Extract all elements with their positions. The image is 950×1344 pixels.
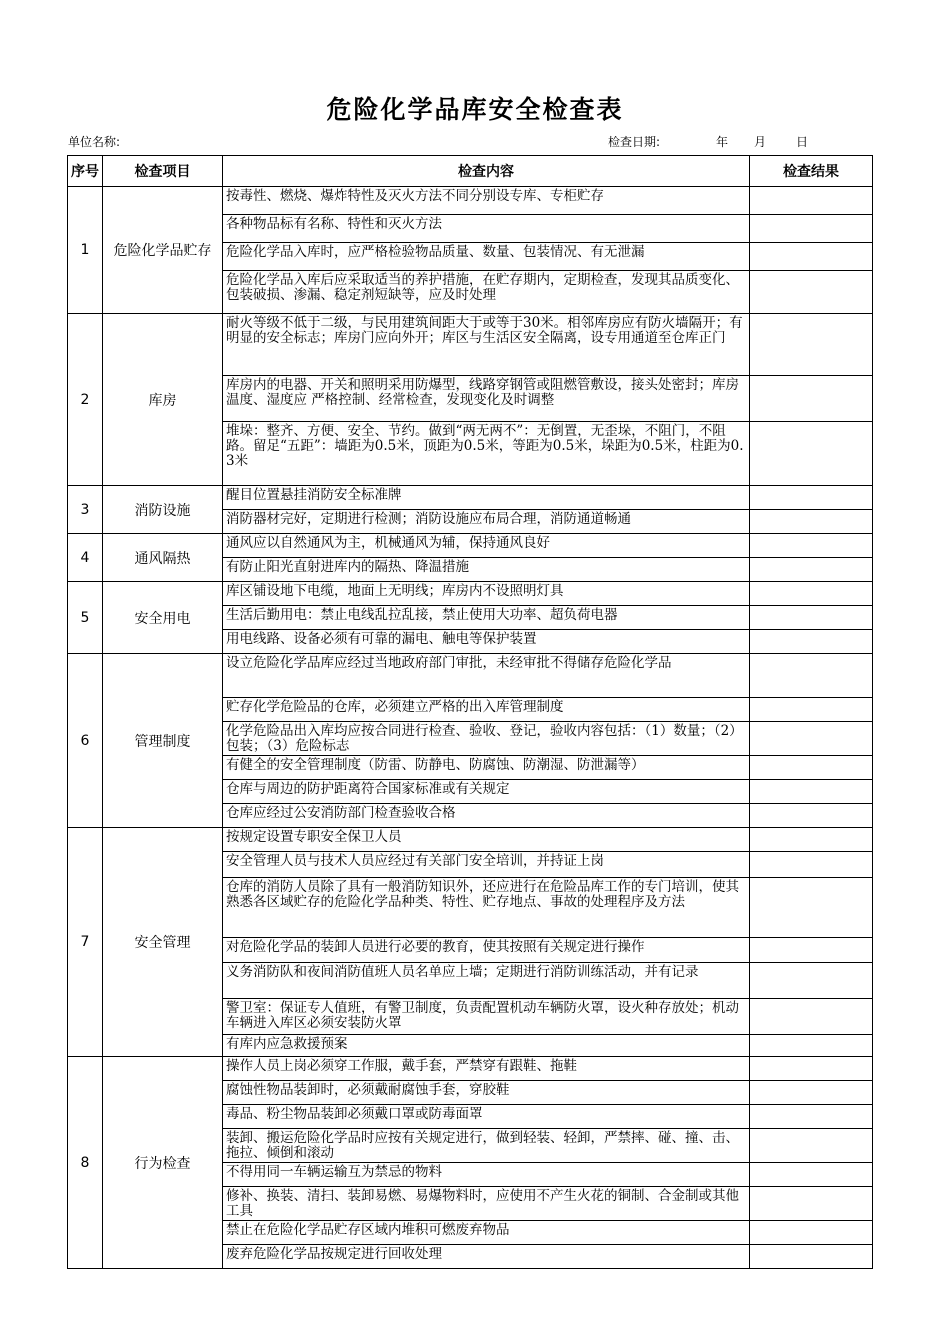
section-item: 行为检查 bbox=[103, 1057, 223, 1269]
section-item: 安全管理 bbox=[103, 828, 223, 1057]
check-result-cell[interactable] bbox=[750, 510, 873, 534]
table-row bbox=[68, 486, 873, 510]
table-row bbox=[68, 828, 873, 852]
section-item: 通风隔热 bbox=[103, 534, 223, 582]
check-content: 消防器材完好，定期进行检测；消防设施应布局合理，消防通道畅通 bbox=[223, 510, 750, 534]
section-number: 2 bbox=[68, 314, 103, 486]
check-content: 修补、换装、清扫、装卸易燃、易爆物料时，应使用不产生火花的铜制、合金制或其他工具 bbox=[223, 1187, 750, 1221]
inspection-table bbox=[67, 155, 873, 1269]
check-result-cell[interactable] bbox=[750, 654, 873, 698]
check-content: 库区铺设地下电缆，地面上无明线；库房内不设照明灯具 bbox=[223, 582, 750, 606]
check-content: 库房内的电器、开关和照明采用防爆型，线路穿钢管或阻燃管敷设，接头处密封；库房温度、湿度应 严格控制、经常检查，发现变化及时调整 bbox=[223, 376, 750, 422]
check-result-cell[interactable] bbox=[750, 1187, 873, 1221]
check-result-cell[interactable] bbox=[750, 999, 873, 1035]
check-result-cell[interactable] bbox=[750, 486, 873, 510]
section-number: 6 bbox=[68, 654, 103, 828]
check-content: 各种物品标有名称、特性和灭火方法 bbox=[223, 215, 750, 243]
check-result-cell[interactable] bbox=[750, 1163, 873, 1187]
table-row bbox=[68, 534, 873, 558]
check-result-cell[interactable] bbox=[750, 938, 873, 963]
column-header-result: 检查结果 bbox=[750, 156, 873, 187]
check-result-cell[interactable] bbox=[750, 1035, 873, 1057]
check-content: 不得用同一车辆运输互为禁忌的物料 bbox=[223, 1163, 750, 1187]
column-header-content: 检查内容 bbox=[223, 156, 750, 187]
check-result-cell[interactable] bbox=[750, 963, 873, 999]
section-number: 8 bbox=[68, 1057, 103, 1269]
table-row bbox=[68, 314, 873, 376]
section-number: 3 bbox=[68, 486, 103, 534]
check-result-cell[interactable] bbox=[750, 215, 873, 243]
check-content: 生活后勤用电：禁止电线乱拉乱接，禁止使用大功率、超负荷电器 bbox=[223, 606, 750, 630]
check-content: 禁止在危险化学品贮存区域内堆积可燃废弃物品 bbox=[223, 1221, 750, 1245]
check-content: 对危险化学品的装卸人员进行必要的教育，使其按照有关规定进行操作 bbox=[223, 938, 750, 963]
section-number: 7 bbox=[68, 828, 103, 1057]
check-content: 按规定设置专职安全保卫人员 bbox=[223, 828, 750, 852]
check-content: 有防止阳光直射进库内的隔热、降温措施 bbox=[223, 558, 750, 582]
check-content: 通风应以自然通风为主，机械通风为辅，保持通风良好 bbox=[223, 534, 750, 558]
check-result-cell[interactable] bbox=[750, 422, 873, 486]
check-content: 腐蚀性物品装卸时，必须戴耐腐蚀手套，穿胶鞋 bbox=[223, 1081, 750, 1105]
day-label: 日 bbox=[796, 135, 809, 149]
date-label: 检查日期: bbox=[608, 135, 661, 149]
check-content: 化学危险品出入库均应按合同进行检查、验收、登记，验收内容包括：（1）数量；（2）包装；（3）危险标志 bbox=[223, 722, 750, 756]
check-content: 有健全的安全管理制度（防雷、防静电、防腐蚀、防潮湿、防泄漏等） bbox=[223, 756, 750, 780]
check-content: 安全管理人员与技术人员应经过有关部门安全培训，并持证上岗 bbox=[223, 852, 750, 878]
check-result-cell[interactable] bbox=[750, 534, 873, 558]
section-item: 库房 bbox=[103, 314, 223, 486]
check-result-cell[interactable] bbox=[750, 1221, 873, 1245]
check-result-cell[interactable] bbox=[750, 698, 873, 722]
check-result-cell[interactable] bbox=[750, 756, 873, 780]
column-header-item: 检查项目 bbox=[103, 156, 223, 187]
check-result-cell[interactable] bbox=[750, 1129, 873, 1163]
check-date bbox=[608, 133, 808, 150]
check-content: 毒品、粉尘物品装卸必须戴口罩或防毒面罩 bbox=[223, 1105, 750, 1129]
check-content: 义务消防队和夜间消防值班人员名单应上墙；定期进行消防训练活动，并有记录 bbox=[223, 963, 750, 999]
section-number: 5 bbox=[68, 582, 103, 654]
check-content: 有库内应急救援预案 bbox=[223, 1035, 750, 1057]
section-item: 安全用电 bbox=[103, 582, 223, 654]
check-content: 用电线路、设备必须有可靠的漏电、触电等保护装置 bbox=[223, 630, 750, 654]
check-content: 操作人员上岗必须穿工作服，戴手套，严禁穿有跟鞋、拖鞋 bbox=[223, 1057, 750, 1081]
check-result-cell[interactable] bbox=[750, 606, 873, 630]
check-content: 仓库应经过公安消防部门检查验收合格 bbox=[223, 804, 750, 828]
section-item: 危险化学品贮存 bbox=[103, 187, 223, 314]
check-content: 废弃危险化学品按规定进行回收处理 bbox=[223, 1245, 750, 1269]
check-result-cell[interactable] bbox=[750, 558, 873, 582]
check-content: 堆垛：整齐、方便、安全、节约。做到“两无两不”：无倒置，无歪垛，不阻门，不阻路。留足“五距”：墙距为0.5米，顶距为0.5米，等距为0.5米，垛距为0.5米，柱距为0.3米 bbox=[223, 422, 750, 486]
check-result-cell[interactable] bbox=[750, 722, 873, 756]
section-number: 1 bbox=[68, 187, 103, 314]
check-content: 醒目位置悬挂消防安全标准牌 bbox=[223, 486, 750, 510]
check-content: 按毒性、燃烧、爆炸特性及灭火方法不同分别设专库、专柜贮存 bbox=[223, 187, 750, 215]
check-content: 仓库与周边的防护距离符合国家标准或有关规定 bbox=[223, 780, 750, 804]
check-result-cell[interactable] bbox=[750, 1245, 873, 1269]
check-result-cell[interactable] bbox=[750, 828, 873, 852]
check-result-cell[interactable] bbox=[750, 582, 873, 606]
section-item: 消防设施 bbox=[103, 486, 223, 534]
check-content: 贮存化学危险品的仓库，必须建立严格的出入库管理制度 bbox=[223, 698, 750, 722]
section-item: 管理制度 bbox=[103, 654, 223, 828]
check-result-cell[interactable] bbox=[750, 243, 873, 271]
table-row bbox=[68, 1057, 873, 1081]
check-result-cell[interactable] bbox=[750, 271, 873, 314]
month-label: 月 bbox=[754, 135, 767, 149]
table-row bbox=[68, 187, 873, 215]
check-result-cell[interactable] bbox=[750, 376, 873, 422]
column-header-no: 序号 bbox=[68, 156, 103, 187]
check-result-cell[interactable] bbox=[750, 314, 873, 376]
check-result-cell[interactable] bbox=[750, 1105, 873, 1129]
check-result-cell[interactable] bbox=[750, 780, 873, 804]
year-label: 年 bbox=[716, 135, 729, 149]
check-content: 装卸、搬运危险化学品时应按有关规定进行，做到轻装、轻卸，严禁摔、碰、撞、击、拖拉、倾倒和滚动 bbox=[223, 1129, 750, 1163]
check-result-cell[interactable] bbox=[750, 187, 873, 215]
check-result-cell[interactable] bbox=[750, 804, 873, 828]
check-content: 设立危险化学品库应经过当地政府部门审批，未经审批不得储存危险化学品 bbox=[223, 654, 750, 698]
section-number: 4 bbox=[68, 534, 103, 582]
check-content: 危险化学品入库时，应严格检验物品质量、数量、包装情况、有无泄漏 bbox=[223, 243, 750, 271]
check-content: 耐火等级不低于二级，与民用建筑间距大于或等于30米。相邻库房应有防火墙隔开；有明显的安全标志；库房门应向外开；库区与生活区安全隔离，设专用通道至仓库正门 bbox=[223, 314, 750, 376]
check-result-cell[interactable] bbox=[750, 1081, 873, 1105]
table-body bbox=[68, 187, 873, 1269]
unit-name-label: 单位名称: bbox=[68, 135, 121, 149]
check-result-cell[interactable] bbox=[750, 878, 873, 938]
check-content: 危险化学品入库后应采取适当的养护措施，在贮存期内，定期检查，发现其品质变化、包装破损、渗漏、稳定剂短缺等，应及时处理 bbox=[223, 271, 750, 314]
check-result-cell[interactable] bbox=[750, 852, 873, 878]
table-row bbox=[68, 654, 873, 698]
table-row bbox=[68, 582, 873, 606]
check-content: 警卫室：保证专人值班，有警卫制度，负责配置机动车辆防火罩，设火种存放处；机动车辆进入库区必须安装防火罩 bbox=[223, 999, 750, 1035]
check-result-cell[interactable] bbox=[750, 630, 873, 654]
page-title: 危险化学品库安全检查表 bbox=[326, 95, 624, 124]
table-header-row bbox=[68, 156, 873, 187]
check-content: 仓库的消防人员除了具有一般消防知识外，还应进行在危险品库工作的专门培训，使其熟悉各区域贮存的危险化学品种类、特性、贮存地点、事故的处理程序及方法 bbox=[223, 878, 750, 938]
check-result-cell[interactable] bbox=[750, 1057, 873, 1081]
